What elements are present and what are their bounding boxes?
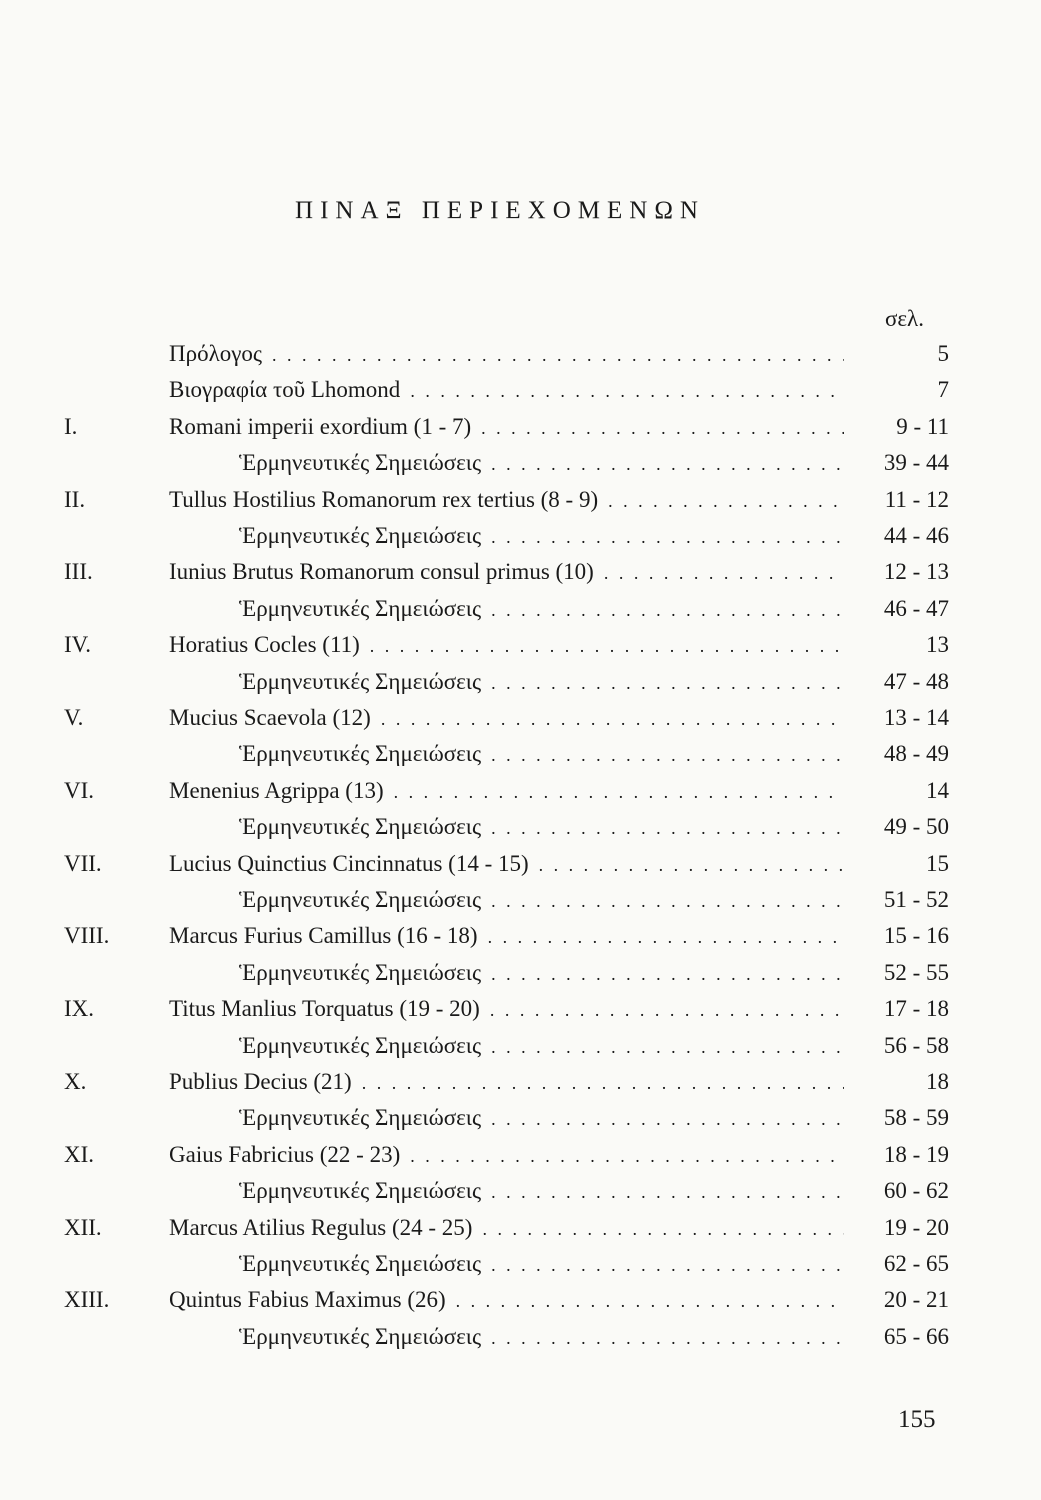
dot-leader <box>491 1109 844 1130</box>
toc-entry <box>64 851 949 885</box>
dot-leader <box>491 1255 844 1276</box>
dot-leader <box>491 673 844 694</box>
dot-leader <box>491 1182 844 1203</box>
toc-entry-pages: 39 - 44 <box>883 450 949 476</box>
toc-entry-pages: 56 - 58 <box>883 1032 949 1058</box>
dot-leader <box>410 1146 844 1167</box>
toc-entry-pages: 60 - 62 <box>883 1178 949 1204</box>
toc-entry-number: X. <box>64 1069 87 1094</box>
toc-entry-label: Iunius Brutus Romanorum consul primus (10) <box>169 559 594 585</box>
toc-entry-pages: 62 - 65 <box>883 1251 949 1276</box>
toc-entry-number: III. <box>64 559 93 585</box>
dot-leader <box>456 1291 844 1312</box>
toc-entry-label: Quintus Fabius Maximus (26) <box>169 1287 446 1313</box>
toc-entry <box>64 1287 949 1321</box>
toc-entry-label: Ἑρμηνευτικές Σημειώσεις <box>239 1251 482 1276</box>
toc-entry <box>64 778 949 812</box>
toc-entry-number: V. <box>64 705 84 730</box>
toc-entry <box>64 996 949 1030</box>
dot-leader <box>604 563 844 584</box>
toc-entry-pages: 9 - 11 <box>896 413 949 439</box>
toc-entry-pages: 18 - 19 <box>883 1141 949 1167</box>
toc-entry-pages: 5 <box>937 341 949 366</box>
toc-entry <box>64 414 949 448</box>
toc-entry-number: XI. <box>64 1141 95 1167</box>
dot-leader <box>410 381 844 402</box>
toc-subentry <box>64 1105 949 1139</box>
dot-leader <box>491 1328 844 1349</box>
toc-entry-number: VIII. <box>64 923 110 949</box>
toc-entry-pages: 13 - 14 <box>883 705 949 730</box>
toc-subentry <box>64 596 949 630</box>
page-number: 155 <box>898 1406 936 1433</box>
toc-entry-label: Marcus Atilius Regulus (24 - 25) <box>169 1214 473 1240</box>
toc-entry <box>64 487 949 521</box>
toc-entry <box>64 559 949 593</box>
dot-leader <box>539 855 844 876</box>
toc-entry <box>64 923 949 957</box>
toc-entry <box>64 1142 949 1176</box>
toc-subentry <box>64 741 949 775</box>
toc-entry-label: Ἑρμηνευτικές Σημειώσεις <box>239 1105 482 1131</box>
toc-subentry <box>64 523 949 557</box>
toc-entry-number: XIII. <box>64 1287 110 1313</box>
dot-leader <box>491 454 844 475</box>
toc-entry-pages: 12 - 13 <box>883 559 949 585</box>
toc-entry-label: Ἑρμηνευτικές Σημειώσεις <box>239 1032 482 1058</box>
toc-entry-number: II. <box>64 486 86 512</box>
toc-entry-label: Titus Manlius Torquatus (19 - 20) <box>169 996 480 1022</box>
toc-subentry <box>64 814 949 848</box>
toc-entry-label: Lucius Quinctius Cincinnatus (14 - 15) <box>169 850 529 876</box>
toc-entry <box>64 705 949 739</box>
toc-subentry <box>64 1033 949 1067</box>
toc-entry-pages: 14 <box>926 777 949 803</box>
dot-leader <box>491 745 844 766</box>
toc-entry-label: Ἑρμηνευτικές Σημειώσεις <box>239 814 482 840</box>
toc-entry-pages: 19 - 20 <box>883 1214 949 1240</box>
toc-entry-pages: 51 - 52 <box>883 887 949 912</box>
dot-leader <box>370 636 844 657</box>
toc-entry-label: Ἑρμηνευτικές Σημειώσεις <box>239 1178 482 1204</box>
toc-entry-label: Menenius Agrippa (13) <box>169 777 384 803</box>
toc-entry-label: Gaius Fabricius (22 - 23) <box>169 1141 401 1167</box>
dot-leader <box>491 818 844 839</box>
toc-entry-label: Ἑρμηνευτικές Σημειώσεις <box>239 668 482 694</box>
toc-entry-number: VII. <box>64 850 102 876</box>
toc-entry-pages: 7 <box>937 377 949 403</box>
page-title: ΠΙΝΑΞ ΠΕΡΙΕΧΟΜΕΝΩΝ <box>295 197 705 224</box>
toc-entry-label: Marcus Furius Camillus (16 - 18) <box>169 923 478 949</box>
dot-leader <box>491 891 844 912</box>
toc-entry <box>64 377 949 411</box>
toc-entry-label: Ἑρμηνευτικές Σημειώσεις <box>239 1323 482 1349</box>
toc-entry-label: Ἑρμηνευτικές Σημειώσεις <box>239 595 482 621</box>
dot-leader <box>394 782 844 803</box>
toc-entry-pages: 44 - 46 <box>883 523 949 548</box>
toc-entry-pages: 58 - 59 <box>883 1105 949 1131</box>
toc-entry-label: Romani imperii exordium (1 - 7) <box>169 413 472 439</box>
toc-entry-pages: 11 - 12 <box>884 486 949 512</box>
toc-entry-number: IX. <box>64 996 95 1022</box>
toc-entry-label: Publius Decius (21) <box>169 1069 352 1094</box>
toc-entry <box>64 1215 949 1249</box>
dot-leader <box>362 1073 844 1094</box>
toc-entry-pages: 13 <box>926 632 949 658</box>
dot-leader <box>608 491 844 512</box>
dot-leader <box>491 527 844 548</box>
page-column-header: σελ. <box>885 306 924 331</box>
toc-subentry <box>64 960 949 994</box>
dot-leader <box>482 1219 844 1240</box>
toc-entry-label: Horatius Cocles (11) <box>169 632 360 658</box>
toc-entry-label: Tullus Hostilius Romanorum rex tertius (8 - 9) <box>169 486 599 512</box>
toc-entry-number: XII. <box>64 1214 102 1240</box>
toc-subentry <box>64 669 949 703</box>
toc-subentry <box>64 1324 949 1358</box>
toc-subentry <box>64 450 949 484</box>
dot-leader <box>381 709 844 730</box>
toc-entry-label: Mucius Scaevola (12) <box>169 705 371 730</box>
toc-entry-pages: 15 - 16 <box>883 923 949 949</box>
toc-entry-label: Ἑρμηνευτικές Σημειώσεις <box>239 450 482 476</box>
toc-entry-number: IV. <box>64 632 92 658</box>
dot-leader <box>488 927 844 948</box>
toc-entry-label: Βιογραφία τοῦ Lhomond <box>169 377 401 403</box>
toc-subentry <box>64 1178 949 1212</box>
toc-entry-pages: 47 - 48 <box>883 668 949 694</box>
toc-entry-pages: 48 - 49 <box>883 741 949 767</box>
toc-entry-number: VI. <box>64 777 95 803</box>
toc-entry-pages: 65 - 66 <box>883 1323 949 1349</box>
dot-leader <box>491 1037 844 1058</box>
toc-subentry <box>64 887 949 921</box>
toc-entry-pages: 17 - 18 <box>883 996 949 1022</box>
toc-entry <box>64 632 949 666</box>
toc-entry-number: I. <box>64 413 78 439</box>
toc-entry-pages: 49 - 50 <box>883 814 949 840</box>
dot-leader <box>481 418 844 439</box>
dot-leader <box>491 964 844 985</box>
toc-entry-label: Ἑρμηνευτικές Σημειώσεις <box>239 741 482 767</box>
toc-entry-pages: 18 <box>926 1069 949 1094</box>
toc-subentry <box>64 1251 949 1285</box>
toc-entry <box>64 1069 949 1103</box>
toc-entry-pages: 52 - 55 <box>883 959 949 985</box>
toc-entry-label: Ἑρμηνευτικές Σημειώσεις <box>239 887 482 912</box>
toc-entry-label: Ἑρμηνευτικές Σημειώσεις <box>239 523 482 548</box>
dot-leader <box>491 600 844 621</box>
toc-entry-label: Ἑρμηνευτικές Σημειώσεις <box>239 959 482 985</box>
toc-entry <box>64 341 949 375</box>
toc-entry-pages: 15 <box>926 850 949 876</box>
toc-entry-pages: 46 - 47 <box>883 595 949 621</box>
dot-leader <box>272 345 844 366</box>
dot-leader <box>490 1000 844 1021</box>
toc-entry-label: Πρόλογος <box>169 341 263 366</box>
toc-entry-pages: 20 - 21 <box>883 1287 949 1313</box>
